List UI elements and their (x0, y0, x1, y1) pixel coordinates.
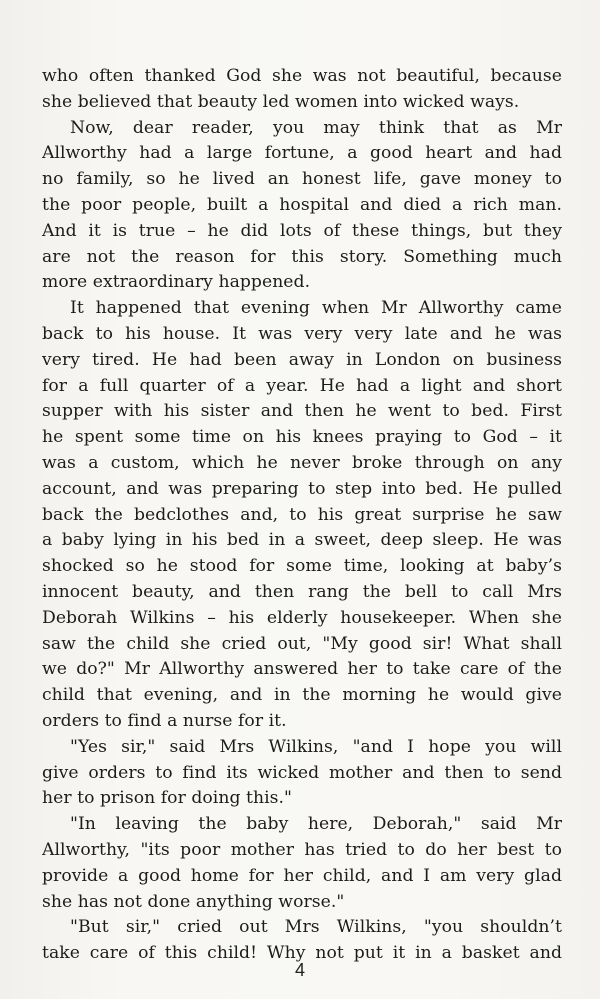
text-line: supper with his sister and then he went to bed. First (42, 401, 562, 422)
text-line: provide a good home for her child, and I am very glad (42, 865, 562, 886)
text-line: saw the child she cried out, "My good sir! What shall (42, 633, 562, 654)
paragraph-first-line: "Yes sir," said Mrs Wilkins, "and I hope you will (70, 736, 562, 757)
text-line: Allworthy had a large fortune, a good heart and had (42, 143, 562, 164)
text-line: orders to find a nurse for it. (42, 710, 287, 731)
text-line: a baby lying in his bed in a sweet, deep sleep. He was (42, 530, 562, 551)
text-line: child that evening, and in the morning he would give (42, 685, 562, 706)
text-line: very tired. He had been away in London on business (42, 349, 562, 370)
page-number: 4 (294, 960, 305, 980)
text-line: back the bedclothes and, to his great surprise he saw (42, 504, 562, 525)
text-line: shocked so he stood for some time, looking at baby’s (42, 556, 562, 577)
text-line: innocent beauty, and then rang the bell to call Mrs (42, 581, 562, 602)
text-line: who often thanked God she was not beautiful, because (42, 66, 562, 86)
text-line: take care of this child! Why not put it in a basket and (42, 943, 562, 964)
text-line: back to his house. It was very very late and he was (42, 323, 562, 344)
text-line: And it is true – he did lots of these things, but they (42, 220, 562, 241)
body-text (42, 64, 562, 967)
text-line: Deborah Wilkins – his elderly housekeeper. When she (42, 607, 562, 628)
text-line: he spent some time on his knees praying to God – it (42, 427, 562, 448)
text-line: we do?" Mr Allworthy answered her to take care of the (42, 659, 562, 680)
text-line: Allworthy, "its poor mother has tried to do her best to (42, 839, 562, 860)
text-line: she has not done anything worse." (42, 891, 345, 912)
paragraph-first-line: Now, dear reader, you may think that as Mr (70, 117, 562, 138)
text-line: her to prison for doing this." (42, 788, 292, 809)
text-line: the poor people, built a hospital and died a rich man. (42, 194, 562, 215)
text-line: she believed that beauty led women into wicked ways. (42, 91, 520, 112)
paragraph-first-line: "In leaving the baby here, Deborah," said Mr (70, 814, 562, 835)
text-line: was a custom, which he never broke through on any (42, 452, 562, 473)
text-line: for a full quarter of a year. He had a light and short (42, 375, 562, 396)
paragraph-first-line: "But sir," cried out Mrs Wilkins, "you shouldn’t (70, 917, 562, 938)
text-line: more extraordinary happened. (42, 272, 311, 293)
paragraph-first-line: It happened that evening when Mr Allworthy came (70, 298, 562, 319)
text-line: are not the reason for this story. Something much (42, 246, 562, 267)
text-line: give orders to find its wicked mother and then to send (42, 762, 562, 783)
text-line: account, and was preparing to step into bed. He pulled (42, 478, 562, 499)
text-line: no family, so he lived an honest life, gave money to (42, 169, 562, 190)
